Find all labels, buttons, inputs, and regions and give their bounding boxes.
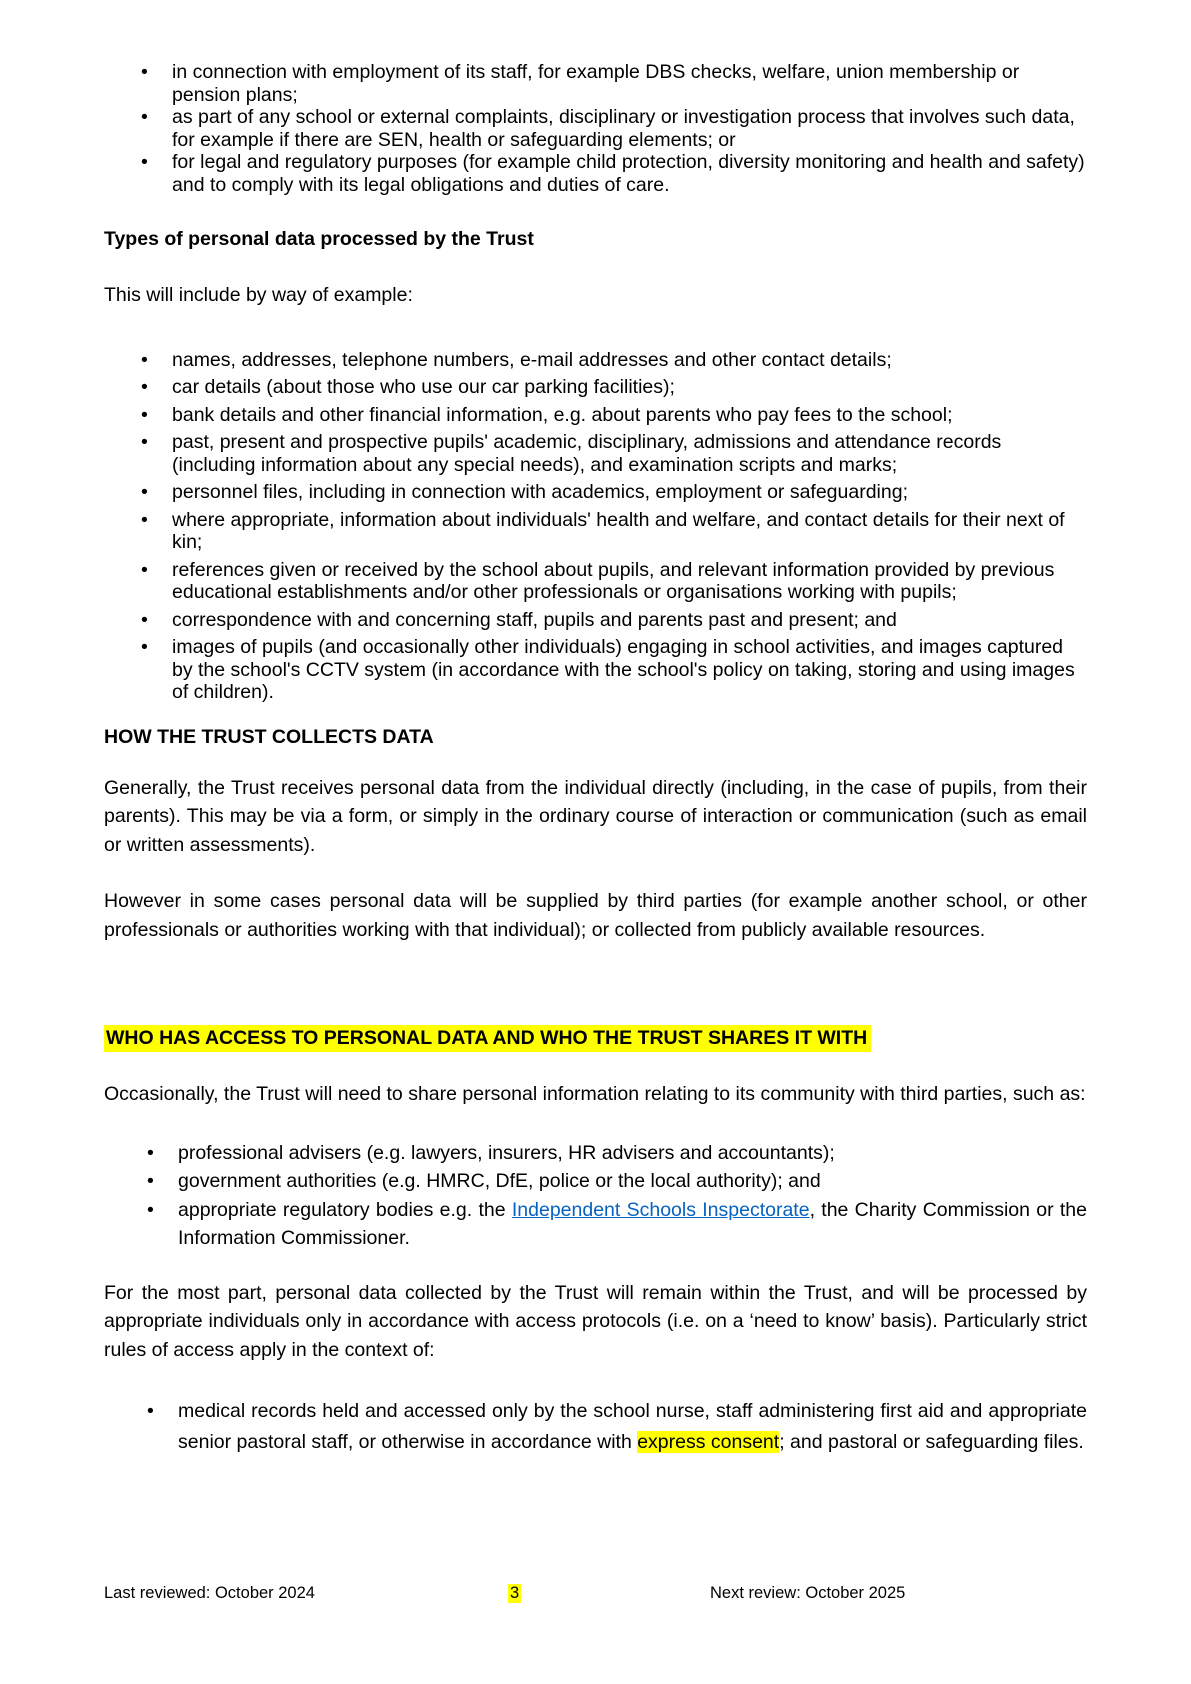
collect-paragraph-2: However in some cases personal data will be supplied by third parties (for example another school, or other professionals or authorities working with that individual); or collected from publicly available resources.	[104, 890, 1087, 941]
intro-bullet-item: • in connection with employment of its staff, for example DBS checks, welfare, union membership or pension plans;	[104, 61, 1087, 106]
access-bullet-text: , the Charity Commission or the Information Commissioner.	[178, 1198, 1087, 1249]
access-bullet-item	[104, 1196, 1087, 1253]
intro-bullet-item: • as part of any school or external complaints, disciplinary or investigation process that involves such data, for example if there are SEN, health or safeguarding elements; or	[104, 106, 1087, 151]
types-bullet-item: • correspondence with and concerning staff, pupils and parents past and present; and	[104, 609, 1087, 632]
types-bullet-list	[104, 349, 1087, 704]
types-bullet-item: • bank details and other financial information, e.g. about parents who pay fees to the school;	[104, 404, 1087, 427]
page-number: 3	[510, 1584, 520, 1602]
types-bullet-item: • personnel files, including in connection with academics, employment or safeguarding;	[104, 481, 1087, 504]
next-review-label: Next review: October 2025	[710, 1584, 906, 1602]
access-bullet-item: • government authorities (e.g. HMRC, DfE, police or the local authority); and	[104, 1167, 1087, 1196]
document-page	[104, 0, 1087, 1458]
access-bullet-list	[104, 1139, 1087, 1253]
last-reviewed-label: Last reviewed: October 2024	[104, 1584, 315, 1602]
types-of-data-heading: Types of personal data processed by the Trust	[104, 228, 534, 250]
express-consent-highlight: express consent	[637, 1431, 780, 1453]
medical-records-text: medical records held and accessed only by the school nurse, staff administering first aid and appropriate senior pastoral staff, or otherwise in accordance with	[178, 1400, 1087, 1453]
types-bullet-item: • car details (about those who use our car parking facilities);	[104, 376, 1087, 399]
access-bullet-item: • professional advisers (e.g. lawyers, insurers, HR advisers and accountants);	[104, 1139, 1087, 1168]
access-paragraph-2: For the most part, personal data collected by the Trust will remain within the Trust, and will be processed by appropriate individuals only in accordance with access protocols (i.e. on a ‘need to know’ basis). Particularly strict rules of access apply in the context of:	[104, 1281, 1087, 1361]
types-bullet-item: • references given or received by the school about pupils, and relevant information provided by previous educational establishments and/or other professionals or organisations working with pupils;	[104, 559, 1087, 604]
access-intro-paragraph: Occasionally, the Trust will need to share personal information relating to its community with third parties, such as:	[104, 1083, 1086, 1105]
medical-records-text: ; and pastoral or safeguarding files.	[779, 1431, 1084, 1453]
intro-bullet-item: • for legal and regulatory purposes (for example child protection, diversity monitoring and health and safety) and to comply with its legal obligations and duties of care.	[104, 151, 1087, 196]
collect-paragraph-1: Generally, the Trust receives personal data from the individual directly (including, in the case of pupils, from their parents). This may be via a form, or simply in the ordinary course of interaction or communication (such as email or written assessments).	[104, 776, 1087, 856]
types-bullet-item: • where appropriate, information about individuals' health and welfare, and contact details for their next of kin;	[104, 509, 1087, 554]
access-bullet-text: appropriate regulatory bodies e.g. the	[178, 1198, 512, 1221]
types-intro-text: This will include by way of example:	[104, 284, 413, 306]
types-bullet-item: • names, addresses, telephone numbers, e-mail addresses and other contact details;	[104, 349, 1087, 372]
types-bullet-item: • images of pupils (and occasionally other individuals) engaging in school activities, and images captured by the school's CCTV system (in accordance with the school's policy on taking, storing and using images of children).	[104, 636, 1087, 704]
independent-schools-inspectorate-link[interactable]: Independent Schools Inspectorate	[511, 1198, 810, 1221]
who-has-access-heading	[104, 1024, 1087, 1053]
how-trust-collects-data-heading: HOW THE TRUST COLLECTS DATA	[104, 725, 434, 748]
who-has-access-heading-highlight: WHO HAS ACCESS TO PERSONAL DATA AND WHO THE TRUST SHARES IT WITH	[104, 1025, 871, 1052]
page-footer	[0, 1584, 1191, 1608]
medical-records-bullet	[104, 1396, 1087, 1458]
types-bullet-item: • past, present and prospective pupils' academic, disciplinary, admissions and attendance records (including information about any special needs), and examination scripts and marks;	[104, 431, 1087, 476]
intro-bullet-list	[104, 61, 1087, 196]
